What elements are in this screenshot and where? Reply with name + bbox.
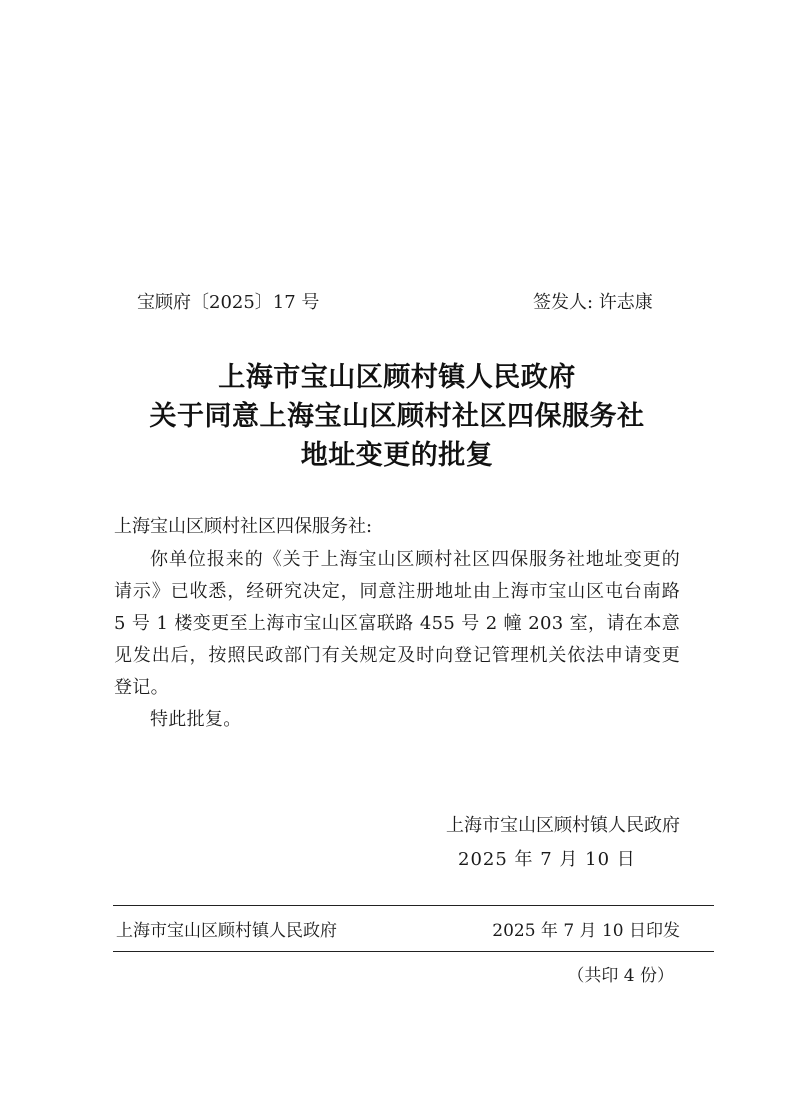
document-title xyxy=(0,358,794,475)
footer-top-rule xyxy=(113,905,714,906)
footer-bottom-rule xyxy=(113,951,714,952)
title-line-3: 地址变更的批复 xyxy=(300,440,494,471)
footer-organization: 上海市宝山区顾村镇人民政府 xyxy=(116,921,337,941)
title-line-1: 上海市宝山区顾村镇人民政府 xyxy=(218,362,576,393)
body-paragraph-main: 你单位报来的《关于上海宝山区顾村社区四保服务社地址变更的请示》已收悉，经研究决定，同意注册地址由上海市宝山区屯台南路 5 号 1 楼变更至上海市宝山区富联路 455 号 2 幢 203 室，请在本意见发出后，按照民政部门有关规定及时向登记管理机关依法申请变更登记。 xyxy=(114,549,680,698)
copies-count: （共印 4 份） xyxy=(567,966,674,986)
issuer-signatory: 签发人: 许志康 xyxy=(533,292,653,313)
document-number: 宝顾府〔2025〕17 号 xyxy=(137,292,320,313)
body-paragraph-closing: 特此批复。 xyxy=(150,709,242,730)
signature-organization: 上海市宝山区顾村镇人民政府 xyxy=(446,815,680,836)
addressee: 上海宝山区顾村社区四保服务社: xyxy=(114,516,373,537)
footer-print-date: 2025 年 7 月 10 日印发 xyxy=(492,921,680,941)
title-line-2: 关于同意上海宝山区顾村社区四保服务社 xyxy=(149,401,645,432)
signature-date: 2025 年 7 月 10 日 xyxy=(458,849,636,870)
body-text xyxy=(114,544,680,736)
